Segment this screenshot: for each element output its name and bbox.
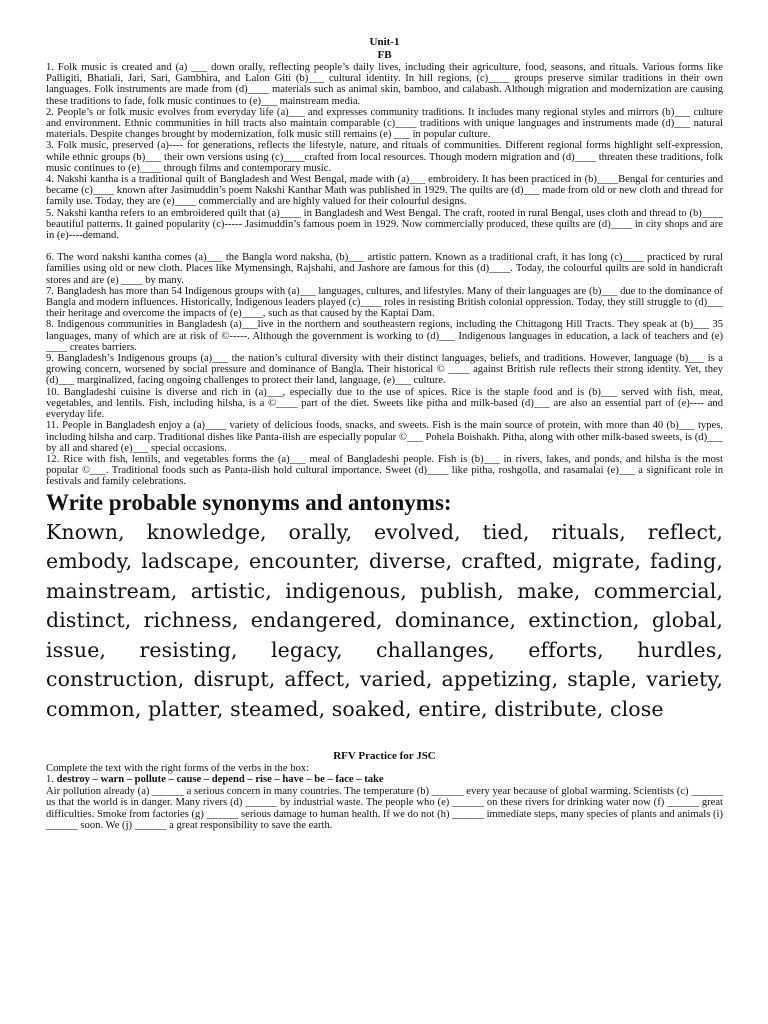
section-title: FB	[377, 49, 392, 61]
unit-title: Unit-1	[369, 36, 400, 48]
paragraph-4: 4. Nakshi kantha is a traditional quilt of Bangladesh and West Bengal, made with (a)___ embroidery. It has been practiced in (b)____Bengal for centuries and became (c)____ known after Jasimuddin’s poem Nakshi Kanthar Math was published in 1929. The quilts are (d)___ made from old or new cloth and thread for family use. Today, they are (e)____ commercially and are highly valued for their colourful designs.	[46, 174, 723, 208]
rfv-item-number: 1.	[46, 774, 54, 786]
paragraph-8: 8. Indigenous communities in Bangladesh (a)___live in the northern and southeastern regions, including the Chittagong Hill Tracts. They speak at (b)___ 35 languages, many of which are at risk of ©-----. Although the government is working to (d)___ Indigenous languages in education, a lack of teachers and (e) ____ creates barriers.	[46, 319, 723, 353]
rfv-verbs: destroy – warn – pollute – cause – depend – rise – have – be – face – take	[56, 774, 384, 786]
rfv-passage: Air pollution already (a) ______ a serious concern in many countries. The temperature (b) ______ every year because of global warming. Scientists (c) ______ us that the world is in danger. Many rivers (d) ______ by industrial waste. The people who (e) ______ on these rivers for drinking water now (f) ______ great difficulties. Smoke from factories (g) ______ serious damage to human health. If we do not (h) ______ immediate steps, many species of plants and animals (i) ______ soon. We (j) ______ a great responsibility to save the earth.	[46, 785, 723, 832]
paragraph-9: 9. Bangladesh’s Indigenous groups (a)___ the nation’s cultural diversity with their distinct languages, beliefs, and traditions. However, language (b)___ is a growing concern, worsened by social pressure and dominance of Bangla. Their historical © ____ against British rule reflects their strong identity. Yet, they (d)___ marginalized, facing ongoing challenges to protect their land, language, (e)___ culture.	[46, 353, 723, 387]
document-page	[46, 36, 723, 831]
vocabulary-word-list: Known, knowledge, orally, evolved, tied, rituals, reflect, embody, ladscape, encounter, diverse, crafted, migrate, fading, mainstream, artistic, indigenous, publish, make, commercial, distinct, richness, endangered, dominance, extinction, global, issue, resisting, legacy, challanges, efforts, hurdles, construction, disrupt, affect, varied, appetizing, staple, variety, common, platter, steamed, soaked, entire, distribute, close	[46, 519, 723, 721]
fill-blanks-group-1	[46, 62, 723, 241]
paragraph-7: 7. Bangladesh has more than 54 Indigenous groups with (a)___ languages, cultures, and lifestyles. Many of their languages are (b)___ due to the dominance of Bangla and modern influences. Historically, Indigenous leaders played (c)____ roles in resisting British colonial oppression. Today, they still struggle to (d)___ their heritage and overcome the impacts of (e)____, such as that caused by the Kaptai Dam.	[46, 285, 723, 320]
paragraph-12: 12. Rice with fish, lentils, and vegetables forms the (a)___ meal of Bangladeshi people. Fish is (b)___ in rivers, lakes, and ponds, and hilsha is the most popular ©___. Traditional foods such as Panta-ilish hold cultural importance. Sweet (d)____ like pitha, roshgolla, and rasamalai (e)___ a significant role in festivals and family celebrations.	[46, 453, 723, 488]
rfv-title: RFV Practice for JSC	[333, 750, 436, 763]
paragraph-2: 2. People’s or folk music evolves from everyday life (a)___ and expresses community traditions. It includes many regional styles and mirrors (b)___ culture and environment. Ethnic communities in hill tracts also maintain comparable (c)____ traditions with unique languages and instruments made (d)___ natural materials. Despite changes brought by modernization, folk music still remains (e) ___ in popular culture.	[46, 106, 723, 141]
paragraph-3: 3. Folk music, preserved (a)---- for generations, reflects the lifestyle, nature, and rituals of communities. Different regional forms highlight self-expression, while ethnic groups (b)___ their own versions using (c)____crafted from local resources. Though modern migration and (d)____ threaten these traditions, folk music continues to (e)____ through films and contemporary music.	[46, 140, 723, 174]
paragraph-1: 1. Folk music is created and (a) ___ down orally, reflecting people’s daily lives, including their agriculture, food, seasons, and rituals. Various forms like Palligiti, Bhatiali, Jari, Sari, Gambhira, and Lalon Giti (b)___ cultural identity. In hill regions, (c)____ groups preserve similar traditions in their own languages. Folk instruments are made from (d)____ materials such as animal skin, bamboo, and calabash. Although migration and modernization are causing these traditions to fade, folk music continues to (e)___ mainstream media.	[46, 62, 723, 107]
paragraph-11: 11. People in Bangladesh enjoy a (a)____ variety of delicious foods, snacks, and sweets. Fish is the main source of protein, with more than 40 (b)___ types, including hilsha and carp. Traditional dishes like Panta-ilish are especially popular ©___ Pohela Boishakh. Pitha, along with other milk-based sweets, is (d)___ by all and shared (e)___ special occasions.	[46, 420, 723, 454]
synonyms-heading: Write probable synonyms and antonyms:	[46, 489, 452, 515]
rfv-instruction: Complete the text with the right forms of the verbs in the box:	[46, 763, 310, 775]
paragraph-10: 10. Bangladeshi cuisine is diverse and rich in (a)___, especially due to the use of spices. Rice is the staple food and is (b)___ served with fish, meat, vegetables, and lentils. Fish, including hilsha, is a ©____ part of the diet. Sweets like pitha and milk-based (d)___ are also an essential part of (e)---- and everyday life.	[46, 386, 723, 421]
paragraph-6: 6. The word nakshi kantha comes (a)___ the Bangla word naksha, (b)___ artistic pattern. Known as a traditional craft, it has long (c)____ practiced by rural families using old or new cloth. Places like Mymensingh, Rajshahi, and Jashore are famous for this (d)____. Today, the colourful quilts are sold in handicraft stores and are (e) ____ by many.	[46, 252, 723, 286]
spacer	[46, 241, 723, 252]
rfv-verb-box	[46, 774, 723, 785]
fill-blanks-group-2	[46, 252, 723, 487]
paragraph-5: 5. Nakshi kantha refers to an embroidered quilt that (a)____ in Bangladesh and West Bengal. The craft, rooted in rural Bengal, uses cloth and thread to (b)____ beautiful patterns. It gained popularity (c)----- Jasimuddin’s famous poem in 1929. Now commercially produced, these quilts are (d)____ in city shops and are in (e)----demand.	[46, 207, 723, 242]
